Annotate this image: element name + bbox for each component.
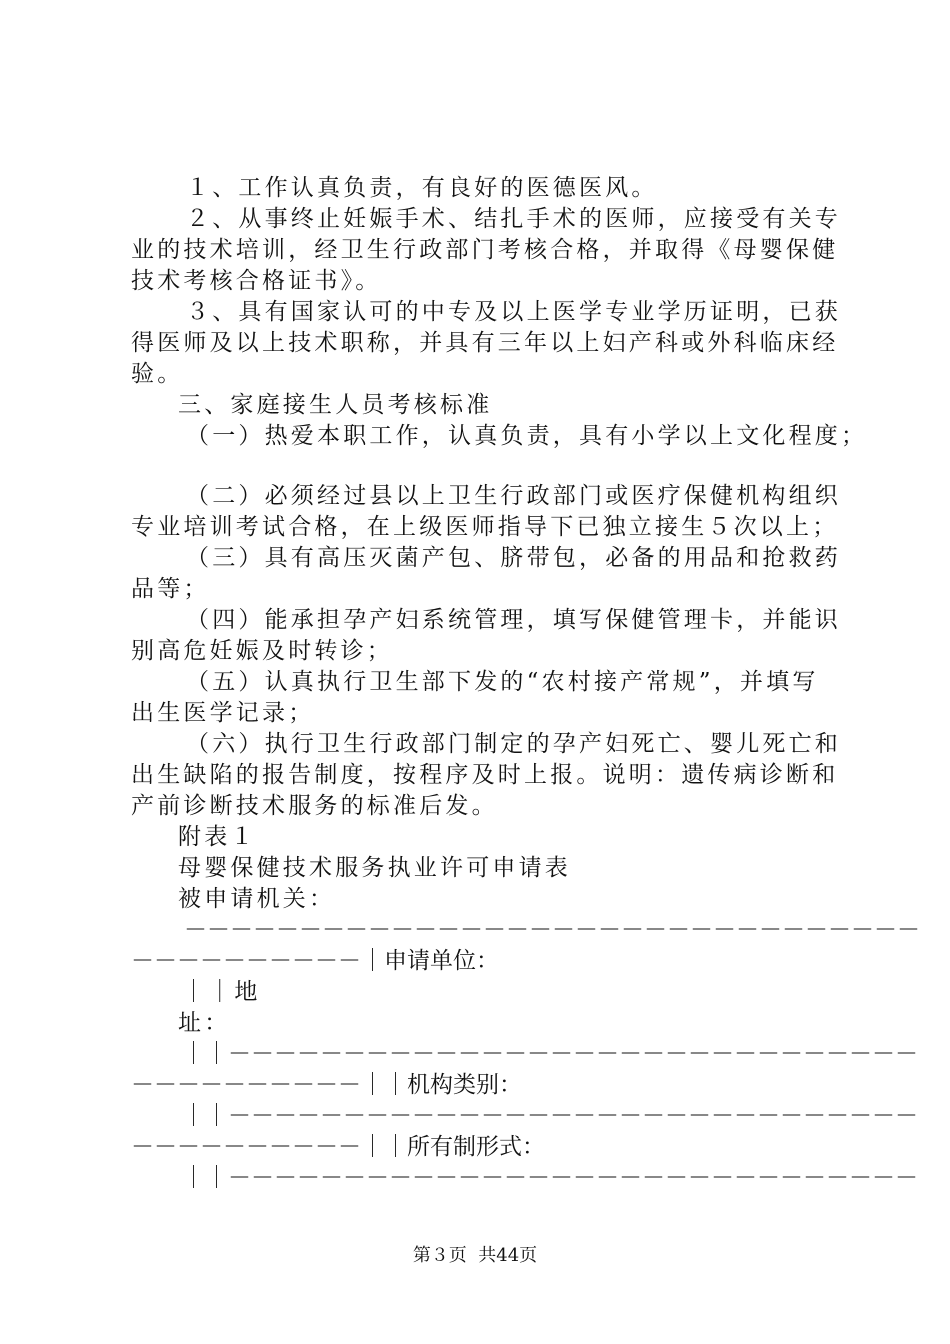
appendix-label: 附表１ xyxy=(178,824,257,850)
item-2-line-1: （二）必须经过县以上卫生行政部门或医疗保健机构组织 xyxy=(186,483,841,509)
form-line-9: ｜｜－－－－－－－－－－－－－－－－－－－－－－－－－－－－－－ xyxy=(182,1165,918,1191)
form-line-5: ｜｜－－－－－－－－－－－－－－－－－－－－－－－－－－－－－－ xyxy=(182,1041,918,1067)
para-3-line-2: 得医师及以上技术职称，并具有三年以上妇产科或外科临床经 xyxy=(131,330,839,356)
para-1-line-1: １、工作认真负责，有良好的医德医风。 xyxy=(186,175,658,201)
section-heading: 三、家庭接生人员考核标准 xyxy=(178,392,493,418)
item-1-line-1: （一）热爱本职工作，认真负责，具有小学以上文化程度； xyxy=(186,423,868,449)
form-line-3: ｜｜地 xyxy=(182,979,261,1005)
para-2-line-3: 技术考核合格证书》。 xyxy=(131,268,382,294)
para-2-line-2: 业的技术培训，经卫生行政部门考核合格，并取得《母婴保健 xyxy=(131,237,839,263)
item-4-line-1: （四）能承担孕产妇系统管理，填写保健管理卡，并能识 xyxy=(186,607,841,633)
form-title: 母婴保健技术服务执业许可申请表 xyxy=(178,855,571,881)
item-2-line-2: 专业培训考试合格，在上级医师指导下已独立接生５次以上； xyxy=(131,514,839,540)
para-2-line-1: ２、从事终止妊娠手术、结扎手术的医师，应接受有关专 xyxy=(186,206,841,232)
item-4-line-2: 别高危妊娠及时转诊； xyxy=(131,638,393,664)
form-line-7: ｜｜－－－－－－－－－－－－－－－－－－－－－－－－－－－－－－ xyxy=(182,1103,918,1129)
page-footer: 第３页 共44页 xyxy=(412,1245,538,1266)
form-line-2: －－－－－－－－－－｜申请单位： xyxy=(131,948,499,974)
item-5-line-2: 出生医学记录； xyxy=(131,700,315,726)
item-3-line-2: 品等； xyxy=(131,576,210,602)
item-6-line-3: 产前诊断技术服务的标准后发。 xyxy=(131,793,498,819)
item-6-line-2: 出生缺陷的报告制度，按程序及时上报。说明：遗传病诊断和 xyxy=(131,762,839,788)
applicant-authority-label: 被申请机关： xyxy=(178,886,336,912)
form-line-8: －－－－－－－－－－｜｜所有制形式： xyxy=(131,1134,545,1160)
para-3-line-1: ３、具有国家认可的中专及以上医学专业学历证明，已获 xyxy=(186,299,841,325)
item-6-line-1: （六）执行卫生行政部门制定的孕产妇死亡、婴儿死亡和 xyxy=(186,731,841,757)
form-line-4: 址： xyxy=(178,1010,231,1036)
form-line-6: －－－－－－－－－－｜｜机构类别： xyxy=(131,1072,522,1098)
form-line-1: －－－－－－－－－－－－－－－－－－－－－－－－－－－－－－－－ xyxy=(184,917,920,943)
item-5-line-1: （五）认真执行卫生部下发的“农村接产常规”，并填写 xyxy=(186,669,819,695)
item-3-line-1: （三）具有高压灭菌产包、脐带包，必备的用品和抢救药 xyxy=(186,545,841,571)
para-3-line-3: 验。 xyxy=(131,361,184,387)
